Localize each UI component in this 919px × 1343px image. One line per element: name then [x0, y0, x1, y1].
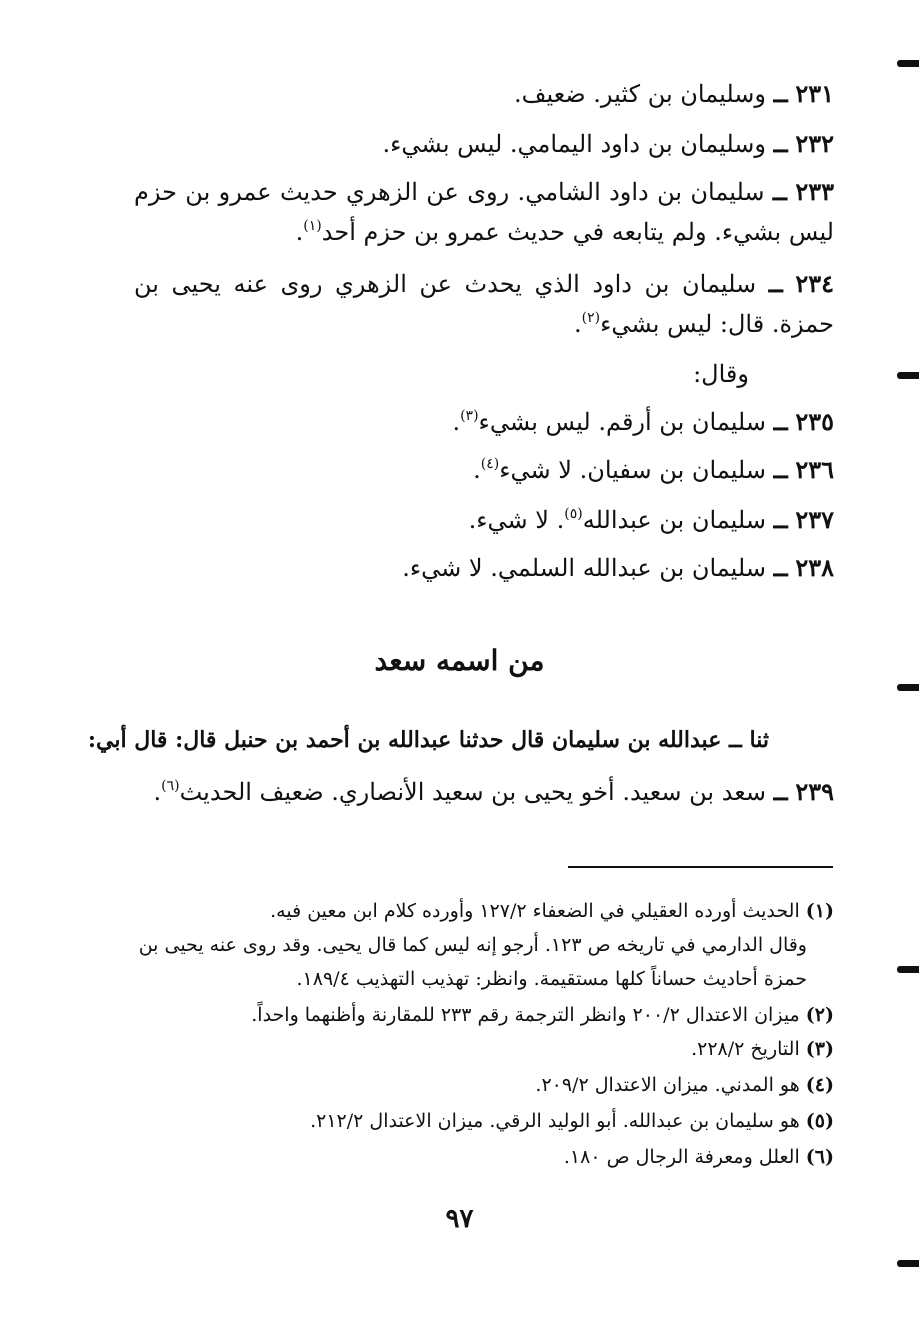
footnote-text: التاريخ ٢٢٨/٢.	[691, 1038, 800, 1060]
entry-233: ٢٣٣ ــ سليمان بن داود الشامي. روى عن الزهري حديث عمرو بن حزم ليس بشيء. ولم يتابعه في حديث عمرو بن حزم أحد$^{(١)}$.	[134, 177, 834, 246]
entry-text-tail: لا شيء.	[468, 506, 557, 534]
footnote-divider	[568, 866, 833, 868]
entry-number: ٢٣٣	[795, 177, 834, 206]
footnote-number: (٢)	[805, 1004, 834, 1026]
entry-dash: ــ	[773, 505, 788, 534]
footnote-text: هو سليمان بن عبدالله. أبو الوليد الرقي. ميزان الاعتدال ٢١٢/٢.	[310, 1110, 800, 1132]
entry-text: وسليمان بن داود اليمامي. ليس بشيء.	[382, 130, 766, 158]
entry-text: سليمان بن سفيان. لا شيء	[499, 456, 766, 484]
entry-text: سليمان بن عبدالله	[582, 506, 766, 534]
entry-text: سليمان بن عبدالله السلمي. لا شيء.	[402, 554, 766, 582]
footnote-number: (٣)	[805, 1038, 834, 1060]
entry-239: ٢٣٩ ــ سعد بن سعيد. أخو يحيى بن سعيد الأنصاري. ضعيف الحديث$^{(٦)}$.	[153, 777, 834, 806]
entry-number: ٢٣٤	[795, 269, 834, 298]
footnote-1	[114, 896, 834, 926]
footnote-number: (١)	[805, 900, 834, 922]
margin-mark	[897, 966, 919, 973]
entry-237: ٢٣٧ ــ سليمان بن عبدالله$^{(٥)}$. لا شيء.	[468, 505, 834, 534]
footnote-number: (٥)	[805, 1110, 834, 1132]
entry-text: وسليمان بن كثير. ضعيف.	[513, 80, 766, 108]
footnote-ref: (٢)	[581, 310, 601, 326]
entry-number: ٢٣٢	[795, 129, 834, 158]
entry-dash: ــ	[768, 269, 783, 298]
entry-text: سليمان بن داود الذي يحدث عن الزهري روى عنه يحيى بن حمزة. قال: ليس بشيء	[134, 270, 834, 338]
entry-dash: ــ	[773, 455, 788, 484]
footnote-ref: (٣)	[460, 408, 479, 424]
entry-dash: ــ	[773, 553, 788, 582]
margin-mark	[897, 684, 919, 691]
entry-text: وقال:	[693, 360, 749, 388]
footnote-number: (٤)	[805, 1074, 834, 1096]
entry-number: ٢٣١	[795, 79, 834, 108]
entry-number: ٢٣٥	[795, 407, 834, 436]
entry-232	[134, 124, 834, 164]
entry-number: ٢٣٧	[795, 505, 834, 534]
footnote-ref: (٥)	[564, 506, 583, 522]
entry-dash: ــ	[773, 407, 788, 436]
footnote-text: ميزان الاعتدال ٢٠٠/٢ وانظر الترجمة رقم ٢٣٣ للمقارنة وأظنهما واحداً.	[251, 1004, 800, 1026]
entry-number: ٢٣٩	[795, 777, 834, 806]
footnote-5	[114, 1106, 834, 1136]
section-heading: من اسمه سعد	[374, 644, 545, 677]
entry-dash: ــ	[773, 129, 788, 158]
footnote-1-cont	[117, 930, 807, 960]
entry-234: ٢٣٤ ــ سليمان بن داود الذي يحدث عن الزهري روى عنه يحيى بن حمزة. قال: ليس بشيء$^{(٢)}$.	[134, 269, 834, 338]
footnote-text: الحديث أورده العقيلي في الضعفاء ١٢٧/٢ وأورده كلام ابن معين فيه.	[270, 900, 800, 922]
footnote-4	[114, 1070, 834, 1100]
margin-mark	[897, 372, 919, 379]
footnote-text: حمزة أحاديث حساناً كلها مستقيمة. وانظر: تهذيب التهذيب ١٨٩/٤.	[296, 968, 807, 990]
footnote-ref: (٤)	[480, 456, 500, 472]
entry-dash: ــ	[772, 177, 787, 206]
entry-231	[134, 74, 834, 114]
footnote-1-cont	[117, 964, 807, 994]
footnote-3	[114, 1034, 834, 1064]
footnote-text: وقال الدارمي في تاريخه ص ١٢٣. أرجو إنه ليس كما قال يحيى. وقد روى عنه يحيى بن	[138, 934, 807, 956]
entry-dash: ــ	[773, 777, 788, 806]
isnad-line: ثنا ــ عبدالله بن سليمان قال حدثنا عبدالله بن أحمد بن حنبل قال: قال أبي:	[87, 727, 769, 753]
entry-number: ٢٣٦	[795, 455, 834, 484]
entry-236: ٢٣٦ ــ سليمان بن سفيان. لا شيء$^{(٤)}$.	[473, 455, 834, 484]
entry-238	[134, 548, 834, 588]
entry-number: ٢٣٨	[795, 553, 834, 582]
entry-text: سليمان بن داود الشامي. روى عن الزهري حديث عمرو بن حزم ليس بشيء. ولم يتابعه في حديث عمرو بن حزم أحد	[134, 178, 834, 246]
page-number: ٩٧	[445, 1204, 474, 1234]
margin-mark	[897, 60, 919, 67]
entry-text: سليمان بن أرقم. ليس بشيء	[478, 408, 766, 436]
footnote-6	[114, 1142, 834, 1172]
entry-dash: ــ	[773, 79, 788, 108]
qala-line	[134, 354, 749, 394]
footnote-2	[114, 1000, 834, 1030]
footnote-text: العلل ومعرفة الرجال ص ١٨٠.	[563, 1146, 800, 1168]
footnote-text: هو المدني. ميزان الاعتدال ٢٠٩/٢.	[535, 1074, 800, 1096]
entry-text: سعد بن سعيد. أخو يحيى بن سعيد الأنصاري. ضعيف الحديث	[179, 778, 766, 806]
margin-mark	[897, 1260, 919, 1267]
footnote-ref: (٦)	[161, 778, 180, 794]
entry-235: ٢٣٥ ــ سليمان بن أرقم. ليس بشيء$^{(٣)}$.	[452, 407, 834, 436]
footnote-number: (٦)	[805, 1146, 834, 1168]
footnote-ref: (١)	[303, 218, 322, 234]
